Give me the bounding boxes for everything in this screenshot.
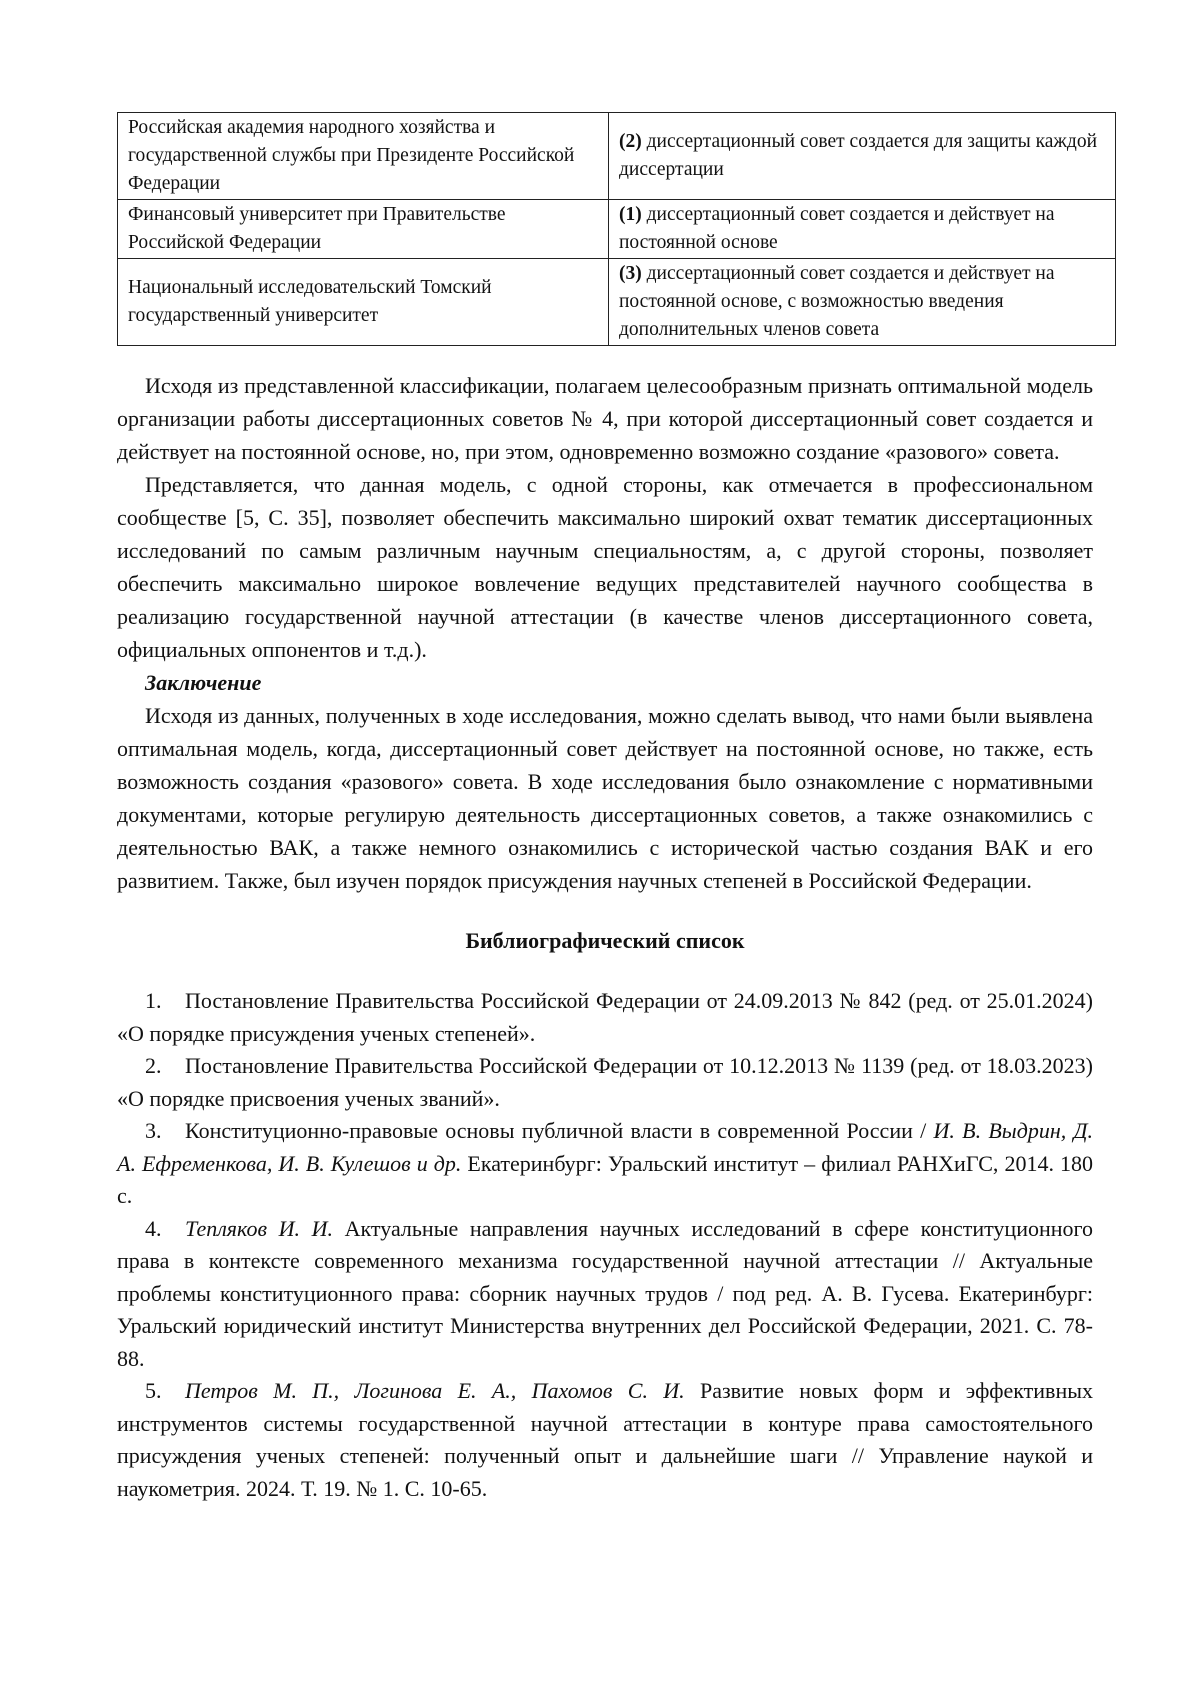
bibliography-item — [117, 1115, 1093, 1213]
item-authors: Тепляков И. И. — [185, 1215, 334, 1241]
item-title: Конституционно-правовые основы публичной власти в современной России / — [185, 1118, 934, 1143]
item-number: 5. — [145, 1378, 162, 1403]
bibliography-item — [117, 1213, 1093, 1376]
bibliography-list — [117, 985, 1093, 1505]
conclusion-heading: Заключение — [145, 670, 262, 695]
item-number: 2. — [145, 1053, 162, 1078]
model-description: диссертационный совет создается и действует на постоянной основе, с возможностью введения дополнительных членов совета — [619, 263, 1055, 340]
model-cell — [609, 200, 1116, 259]
bibliography-item — [117, 1375, 1093, 1505]
bibliography-title: Библиографический список — [465, 928, 745, 953]
council-model-table — [117, 112, 1116, 346]
item-text: Развитие новых форм и эффективных инструментов системы государственной научной аттестации в контуре права самостоятельного присуждения ученых степеней: полученный опыт и дальнейшие шаги // Управление наукой и наукометрия. 2024. Т. 19. № 1. С. 10-65. — [117, 1378, 1093, 1501]
item-text: Постановление Правительства Российской Федерации от 24.09.2013 № 842 (ред. от 25.01.2024) «О порядке присуждения ученых степеней». — [117, 988, 1093, 1046]
item-authors: И. В. Выдрин, Д. А. Ефременкова, И. В. Кулешов и др. — [117, 1118, 1093, 1176]
model-cell — [609, 113, 1116, 200]
model-description: диссертационный совет создается для защиты каждой диссертации — [619, 131, 1098, 180]
body-text — [117, 369, 1093, 897]
item-text: Екатеринбург: Уральский институт – филиал РАНХиГС, 2014. 180 с. — [117, 1150, 1094, 1208]
document-page — [117, 112, 1098, 1505]
model-description: диссертационный совет создается и действует на постоянной основе — [619, 204, 1055, 253]
paragraph: Исходя из представленной классификации, полагаем целесообразным признать оптимальной модель организации работы диссертационных советов № 4, при которой диссертационный совет создается и действует на постоянной основе, но, при этом, одновременно возможно создание «разового» совета. — [117, 373, 1093, 464]
paragraph: Представляется, что данная модель, с одной стороны, как отмечается в профессиональном сообществе [5, С. 35], позволяет обеспечить максимально широкий охват тематик диссертационных исследований по самым различным научным специальностям, а, с другой стороны, позволяет обеспечить максимально широкое вовлечение ведущих представителей научного сообщества в реализацию государственной научной аттестации (в качестве членов диссертационного совета, официальных оппонентов и т.д.). — [117, 472, 1093, 662]
bibliography-item — [117, 1050, 1093, 1115]
item-text: Постановление Правительства Российской Федерации от 10.12.2013 № 1139 (ред. от 18.03.2023) «О порядке присвоения ученых званий». — [117, 1053, 1093, 1111]
institution-cell: Национальный исследовательский Томский государственный университет — [118, 259, 609, 346]
item-text: Актуальные направления научных исследований в сфере конституционного права в контексте современного механизма государственной научной аттестации // Актуальные проблемы конституционного права: сборник научных трудов / под ред. А. В. Гусева. Екатеринбург: Уральский юридический институт Министерства внутренних дел Российской Федерации, 2021. С. 78-88. — [117, 1215, 1093, 1371]
institution-cell: Российская академия народного хозяйства и государственной службы при Президенте Российской Федерации — [118, 113, 609, 200]
item-authors: Петров М. П., Логинова Е. А., Пахомов С. И. — [185, 1378, 685, 1403]
institution-cell: Финансовый университет при Правительстве Российской Федерации — [118, 200, 609, 259]
bibliography-item — [117, 985, 1093, 1050]
item-number: 4. — [145, 1215, 162, 1241]
table-row — [118, 259, 1116, 346]
table-row — [118, 200, 1116, 259]
model-cell — [609, 259, 1116, 346]
model-number: (2) — [619, 131, 642, 152]
model-number: (3) — [619, 263, 642, 284]
model-number: (1) — [619, 204, 642, 225]
table-row — [118, 113, 1116, 200]
item-number: 1. — [145, 988, 162, 1013]
item-number: 3. — [145, 1118, 162, 1143]
paragraph: Исходя из данных, полученных в ходе исследования, можно сделать вывод, что нами были выявлена оптимальная модель, когда, диссертационный совет действует на постоянной основе, но также, есть возможность создания «разового» совета. В ходе исследования было ознакомление с нормативными документами, которые регулирую деятельность диссертационных советов, а также ознакомились с деятельностью ВАК, а также немного ознакомились с исторической частью создания ВАК и его развитием. Также, был изучен порядок присуждения научных степеней в Российской Федерации. — [117, 703, 1093, 893]
